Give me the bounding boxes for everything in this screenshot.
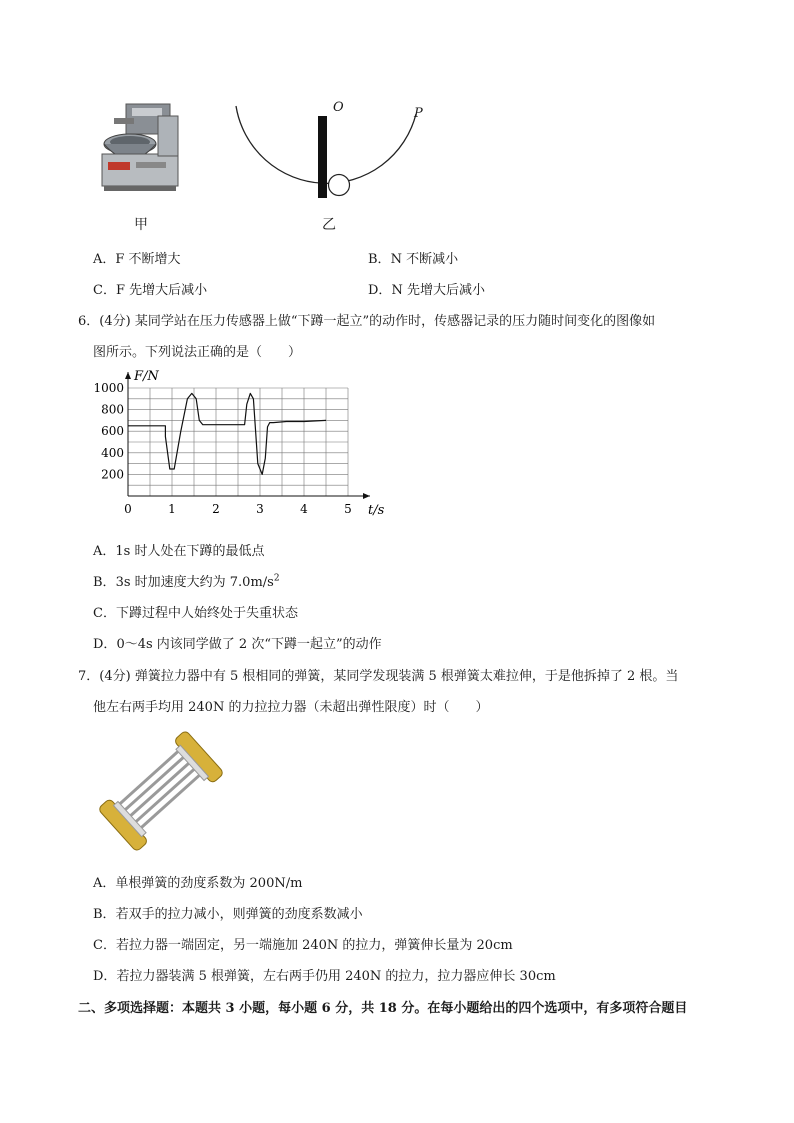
fig-yi-diagram — [228, 96, 428, 206]
force-series-line — [128, 393, 326, 474]
x-tick-label: 1 — [168, 502, 176, 516]
q5-option-d[interactable]: D．N 先增大后减小 — [368, 283, 485, 298]
q6-option-b[interactable]: B．3s 时加速度大约为 $7.0m/s^2$ — [93, 573, 280, 590]
q7-option-b[interactable]: B．若双手的拉力减小，则弹簧的劲度系数减小 — [93, 907, 363, 922]
y-axis-label: F/N — [134, 369, 159, 384]
y-tick-label: 200 — [101, 467, 124, 482]
x-tick-label: 3 — [256, 502, 264, 516]
rod — [318, 116, 327, 198]
q6-stem-line2: 图所示。下列说法正确的是（ ） — [93, 345, 302, 360]
q7-option-a[interactable]: A．单根弹簧的劲度系数为 200N/m — [93, 876, 303, 891]
x-tick-label: 4 — [300, 502, 308, 516]
point-p-label: P — [414, 106, 423, 121]
q6-option-a[interactable]: A．1s 时人处在下蹲的最低点 — [93, 544, 265, 559]
q5-option-c[interactable]: C．F 先增大后减小 — [93, 283, 208, 298]
fig-jia-photo — [96, 96, 186, 196]
q6-force-time-chart — [88, 368, 398, 528]
q7-spring-exerciser-photo — [96, 726, 226, 856]
y-tick-label: 1000 — [93, 381, 124, 395]
section2-heading: 二、多项选择题：本题共 3 小题，每小题 6 分，共 18 分。在每小题给出的四个选项中，有多项符合题目 — [78, 1001, 688, 1016]
x-axis-label: t/s — [368, 503, 385, 518]
q7-stem-line2: 他左右两手均用 240N 的力拉拉力器（未超出弹性限度）时（ ） — [93, 700, 489, 715]
q6-stem-line1: 6．(4分) 某同学站在压力传感器上做“下蹲一起立”的动作时，传感器记录的压力随时间变化的图像如 — [78, 314, 656, 329]
x-tick-label: 2 — [212, 502, 220, 516]
y-tick-label: 600 — [101, 424, 124, 439]
ball — [329, 175, 350, 196]
fig-jia-label: 甲 — [134, 217, 148, 233]
x-axis-arrow — [363, 493, 370, 499]
x-tick-label: 0 — [124, 502, 132, 516]
q5-option-b[interactable]: B．N 不断减小 — [368, 252, 459, 267]
x-tick-label: 5 — [344, 502, 352, 516]
q6-option-d[interactable]: D．0～4s 内该同学做了 2 次“下蹲一起立”的动作 — [93, 637, 382, 652]
q5-option-a[interactable]: A．F 不断增大 — [93, 252, 181, 267]
y-tick-label: 400 — [101, 445, 124, 460]
q7-stem-line1: 7．(4分) 弹簧拉力器中有 5 根相同的弹簧，某同学发现装满 5 根弹簧太难拉伸，于是他拆掉了 2 根。当 — [78, 669, 679, 684]
q7-option-c[interactable]: C．若拉力器一端固定，另一端施加 240N 的拉力，弹簧伸长量为 20cm — [93, 938, 513, 953]
q6-option-c[interactable]: C．下蹲过程中人始终处于失重状态 — [93, 606, 298, 621]
fig-yi-label: 乙 — [322, 217, 336, 233]
y-axis-arrow — [125, 372, 131, 379]
point-o-label: O — [333, 100, 344, 115]
y-tick-label: 800 — [101, 402, 124, 417]
q7-option-d[interactable]: D．若拉力器装满 5 根弹簧，左右两手仍用 240N 的拉力，拉力器应伸长 30cm — [93, 969, 556, 984]
